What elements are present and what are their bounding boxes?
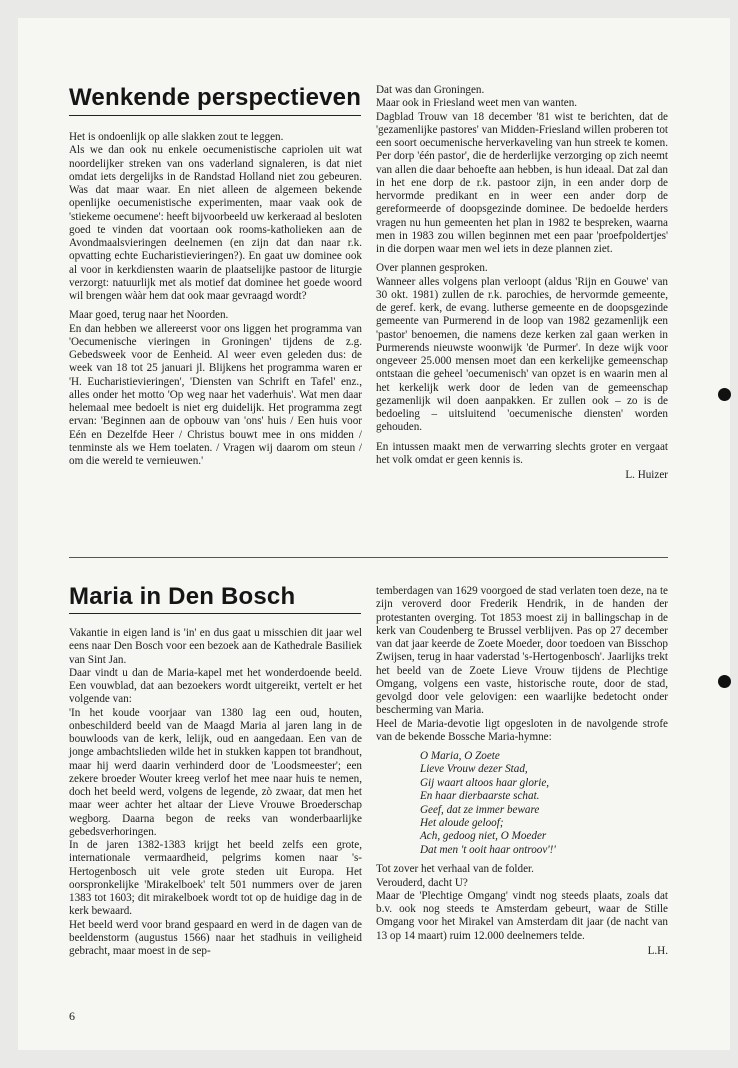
article-title-wenkende-perspectieven: Wenkende perspectieven	[69, 84, 362, 111]
binder-hole-icon	[718, 388, 731, 401]
poem-line: Geef, dat ze immer beware	[420, 803, 540, 816]
paragraph: En intussen maakt men de verwarring slechts groter en vergaat het volk omdat er geen kennis is.	[376, 440, 668, 466]
paragraph: Vakantie in eigen land is 'in' en dus gaat u misschien dit jaar wel eens naar Den Bosch voor een bezoek aan de Kathedrale Basiliek van Sint Jan. Daar vindt u dan de Maria-kapel met het wonderdoende beeld. Een vouwblad, dat aan bezoekers wordt uitgereikt, vertelt er het volgende van: 'In het koude voorjaar van 1380 lag een oud, houten, onbeschilderd beeld van de Maagd Maria al jaren lang in de bouwloods van de kerk, lelijk, oud en aangedaan. Een van de jonge ambachtslieden wilde het in stukken kappen tot brandhout, maar hij werd daarin verhinderd door de 'Loodsmeester'; een zekere broeder Wouter kreeg verlof het mee naar huis te nemen, doch het beeld werd, volgens de legende, zò zwaar, dat men het maar weer achter het altaar der Lieve Vrouwe Broederschap wegborg. Daarna begon de reeks van wonderbaarlijke gebedsverhoringen. In de jaren 1382-1383 krijgt het beeld zelfs een grote, internationale vermaardheid, pelgrims komen naar 's-Hertogenbosch uit vele grote steden uit Europa. Het oorspronkelijke 'Mirakelboek' telt 501 nummers over de jaren 1383 tot 1603; dit mirakelboek wordt tot op de huidige dag in de kerk bewaard. Het beeld werd voor brand gespaard en werd in de dagen van de beeldenstorm (augustus 1566) naar het stadhuis in veiligheid gebracht, maar moest in de sep-	[69, 627, 362, 957]
title-underline	[69, 613, 361, 614]
paragraph: temberdagen van 1629 voorgoed de stad verlaten toen deze, na te zijn veroverd door Frederik Hendrik, in de handen der protestanten overging. Tot 1853 moest zij in ballingschap in de kerk van Coudenberg te Brussel verblijven. Pas op 27 december van dat jaar keerde de Zoete Moeder, door toedoen van Bisschop Zwijsen, terug in haar vaderstad 's-Hertogenbosch'. Jaarlijks trekt het beeld van de Zoete Lieve Vrouw tijdens de Plechtige Omgang, volgens een vaste, historische route, door de stad, gevolgd door vele gelovigen: een waarlijke bedetocht onder bescherming van Maria. Heel de Maria-devotie ligt opgesloten in de navolgende strofe van de bekende Bossche Maria-hymne:	[376, 585, 668, 743]
poem-line: Het aloude geloof;	[420, 817, 504, 830]
paragraph: Over plannen gesproken. Wanneer alles volgens plan verloopt (aldus 'Rijn en Gouwe' van 30 okt. 1981) zullen de r.k. parochies, de hervormde gemeente, de geref. kerk, de evang. lutherse gemeente en de doopsgezinde gemeente van Purmerend in de loop van 1982 gezamenlijk een 'pastor' benoemen, die namens deze kerken zal gaan werken in Purmerends nieuwste woonwijk 'de Purmer'. In deze wijk voor ongeveer 25.000 mensen moet dan een kerkelijke gemeenschap ontstaan die geheel 'oecumenisch' van opzet is en waarin men al het kerkelijk werk door de leden van de gemeenschap gezamenlijk wil doen aanpakken. Er zullen ook – zo is de bedoeling – uitsluitend 'oecumenische diensten' worden gehouden.	[376, 262, 668, 434]
article2-left-column	[69, 627, 362, 958]
poem-line: Gij waart altoos haar glorie,	[420, 776, 550, 789]
article2-right-column	[376, 585, 668, 958]
paragraph: Maar goed, terug naar het Noorden. En dan hebben we allereerst voor ons liggen het programma van 'Oecumenische vieringen in Groningen' tijdens de z.g. Gebedsweek voor de Eenheid. Al weer even geleden dus: de week van 18 tot 25 januari jl. Blijkens het programma waren er 'H. Eucharistievieringen', 'Diensten van Schrift en Tafel' enz., alles onder het motto 'Op weg naar het vaderhuis'. Wat men daar helemaal mee bedoelt is niet erg duidelijk. Het programma zegt ervan: 'Beginnen aan de opbouw van 'ons' huis / Een huis voor Eén en Dezelfde Heer / Christus bouwt mee in ons midden / tenminste als we Hem toelaten. / Vragen wij daarom om steun / om die wereld te vernieuwen.'	[69, 309, 362, 467]
poem-line: O Maria, O Zoete	[420, 750, 500, 762]
author-signature: L. Huizer	[625, 469, 668, 481]
poem-line: En haar dierbaarste schat.	[420, 790, 540, 803]
article1-left-column	[69, 131, 362, 468]
paragraph: Tot zover het verhaal van de folder. Verouderd, dacht U? Maar de 'Plechtige Omgang' vindt nog steeds plaats, zoals dat b.v. ook nog steeds te Amsterdam gebeurt, waar de Stille Omgang voor het Mirakel van Amsterdam dit jaar (de nacht van 13 op 14 maart) ruim 12.000 deelnemers telde.	[376, 863, 668, 942]
article1-right-column	[376, 84, 668, 482]
author-signature: L.H.	[647, 944, 668, 957]
page-number: 6	[69, 1009, 75, 1023]
paragraph: Het is ondoenlijk op alle slakken zout te leggen. Als we dan ook nu enkele oecumenistische capriolen uit wat noordelijker streken van ons vaderland signaleren, is dat niet omdat iets dergelijks in de Randstad Holland niet zou gebeuren. Was dat maar waar. En niet alleen de algemeen bekende openlijke oecumenistische experimenten, maar vaak ook de 'stiekeme oecumene': heeft bijvoorbeeld uw kerkeraad al besloten goed te vinden dat voortaan ook rooms-katholieken aan de Avondmaalsvieringen deelnemen (en zijn dat dan naar r.k. opvatting echte Eucharistievieringen?). En gaat uw dominee ook al voor in kerkdiensten waarin de plaatselijke pastoor de liturgie verzorgt: natuurlijk met als motief dat dominee het goede woord wil brengen wààr hem dat ook maar gevraagd wordt?	[69, 131, 362, 302]
paragraph: Dat was dan Groningen. Maar ook in Friesland weet men van wanten. Dagblad Trouw van 18 december '81 wist te berichten, dat de 'gezamenlijke pastores' van Midden-Friesland willen proberen tot een soort oecumenische herverkaveling van hun streek te komen. Per dorp 'één pastor', die de herderlijke verzorging op zich neemt van allen die daar behoefte aan hebben, is hun ideaal. Dat zal dan in het ene dorp de r.k. pastoor zijn, in een ander dorp de hervormde predikant en in weer een ander dorp de gereformeerde of doopsgezinde dominee. De bedoelde herders vragen nu hun gemeenten het plan in 1982 te bespreken, waarna men in 1983 zou willen beginnen met een paar 'proefpoldertjes' in die dorpen waar men wel iets in deze plannen ziet.	[376, 84, 668, 255]
article-title-maria-in-den-bosch: Maria in Den Bosch	[69, 583, 296, 610]
poem-line: Dat men 't ooit haar ontroov'!'	[420, 843, 556, 856]
binder-hole-icon	[718, 675, 731, 688]
poem-line: Lieve Vrouw dezer Stad,	[420, 763, 528, 776]
hymn-stanza	[420, 750, 668, 857]
section-divider	[69, 557, 668, 558]
poem-line: Ach, gedoog niet, O Moeder	[420, 830, 547, 843]
title-underline	[69, 115, 361, 116]
